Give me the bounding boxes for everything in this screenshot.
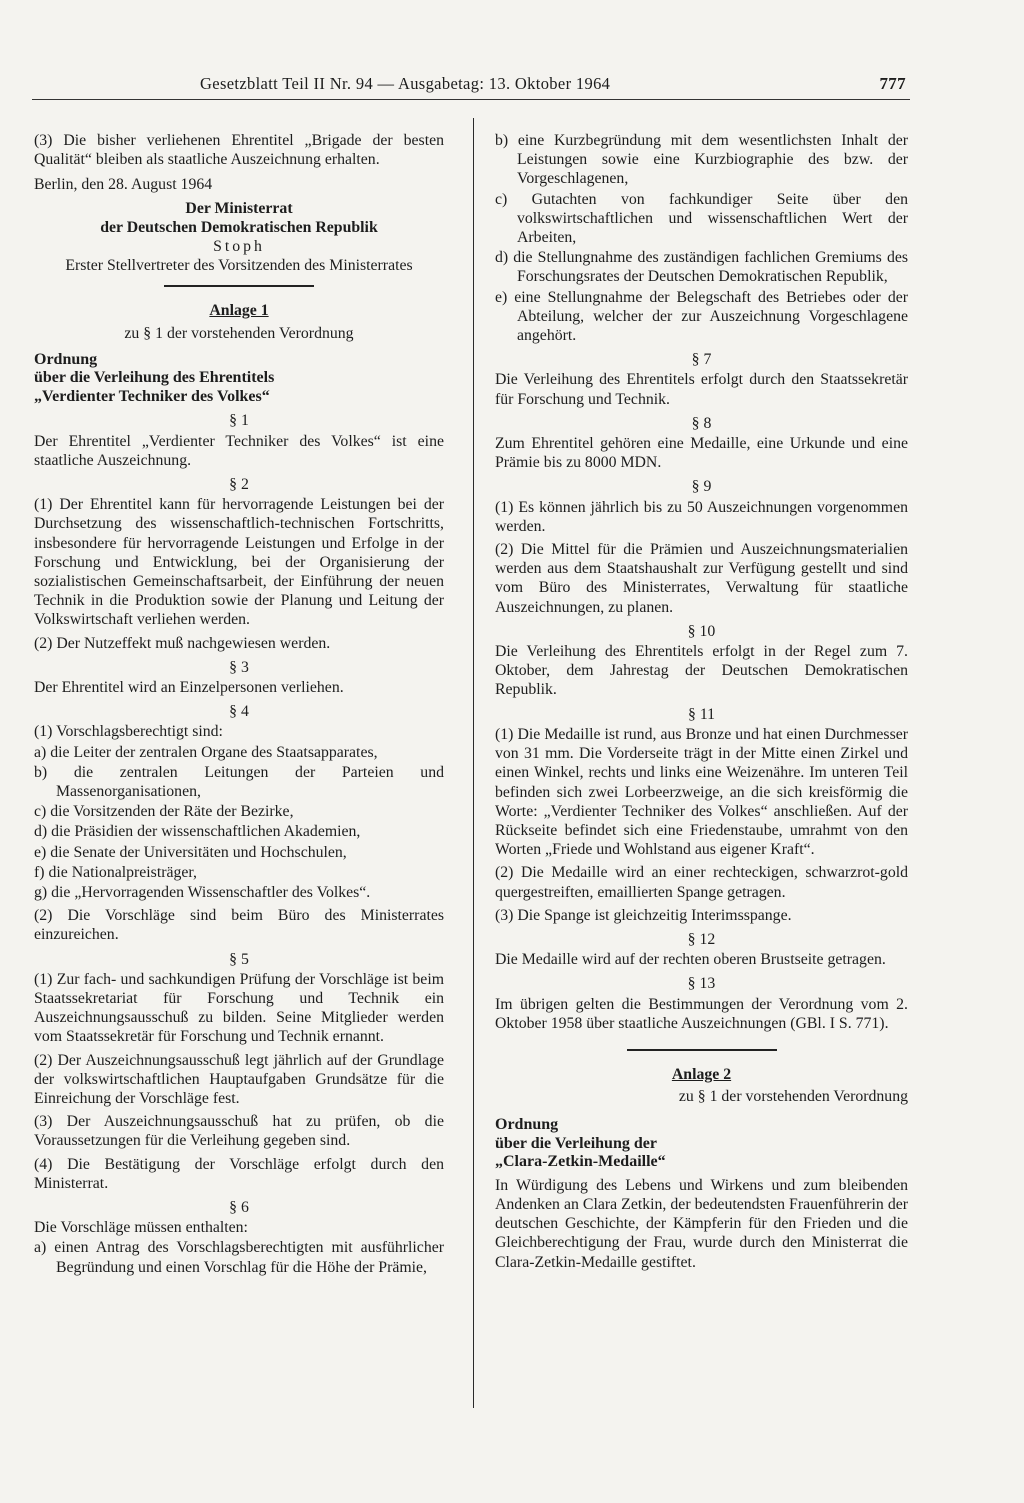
section-heading: § 9 bbox=[691, 478, 712, 496]
council-name-2: der Deutschen Demokratischen Republik bbox=[100, 218, 378, 236]
list-item: b) die zentralen Leitungen der Parteien und Massenorganisationen, bbox=[34, 763, 444, 800]
list-item: e) die Senate der Universitäten und Hochschulen, bbox=[34, 843, 347, 861]
paragraph: (2) Der Auszeichnungsausschuß legt jährlich auf der Grundlage der volkswirtschaftlichen Hauptaufgaben Grundsätze für die Einreichung der Vorschläge fest. bbox=[34, 1051, 444, 1108]
list-item: f) die Nationalpreisträger, bbox=[34, 863, 197, 881]
list-item: b) eine Kurzbegründung mit dem wesentlichsten Inhalt der Leistungen sowie eine Kurzbiographie des bzw. der Vorgeschlagenen, bbox=[495, 132, 908, 188]
right-column bbox=[495, 131, 908, 1276]
page-number: 777 bbox=[879, 74, 906, 93]
paragraph: Die Vorschläge müssen enthalten: bbox=[34, 1219, 248, 1237]
section-heading: § 4 bbox=[229, 703, 249, 721]
paragraph: (2) Die Mittel für die Prämien und Auszeichnungsmaterialien werden aus dem Staatshaushalt zur Verfügung gestellt und sind vom Büro des Ministerrates, Verwaltung für staatliche Auszeichnungen, zu planen. bbox=[495, 541, 908, 616]
section-heading: § 2 bbox=[229, 475, 249, 493]
paragraph: (4) Die Bestätigung der Vorschläge erfolgt durch den Ministerrat. bbox=[34, 1155, 444, 1192]
paragraph: (2) Die Vorschläge sind beim Büro des Ministerrates einzureichen. bbox=[34, 907, 444, 944]
council-name: Der Ministerrat bbox=[185, 199, 293, 217]
column-divider bbox=[473, 118, 474, 1408]
separator bbox=[164, 285, 314, 287]
paragraph: (3) Der Auszeichnungsausschuß hat zu prüfen, ob die Voraussetzungen für die Verleihung gegeben sind. bbox=[34, 1113, 444, 1150]
paragraph: Im übrigen gelten die Bestimmungen der Verordnung vom 2. Oktober 1958 über staatliche Auszeichnungen (GBl. I S. 771). bbox=[495, 995, 908, 1032]
paragraph: Die Medaille wird auf der rechten oberen Brustseite getragen. bbox=[495, 951, 886, 969]
paragraph: (2) Der Nutzeffekt muß nachgewiesen werden. bbox=[34, 634, 331, 652]
list-item: g) die „Hervorragenden Wissenschaftler des Volkes“. bbox=[34, 884, 371, 901]
list-item: a) die Leiter der zentralen Organe des Staatsapparates, bbox=[34, 743, 378, 761]
paragraph: Der Ehrentitel wird an Einzelpersonen verliehen. bbox=[34, 678, 344, 696]
paragraph: Der Ehrentitel „Verdienter Techniker des Volkes“ ist eine staatliche Auszeichnung. bbox=[34, 432, 444, 469]
section-heading: § 11 bbox=[687, 705, 716, 723]
paragraph: Zum Ehrentitel gehören eine Medaille, eine Urkunde und eine Prämie bis zu 8000 MDN. bbox=[495, 435, 908, 472]
section-heading: § 13 bbox=[687, 975, 716, 993]
order-title: Ordnung über die Verleihung des Ehrentitels „Verdienter Techniker des Volkes“ bbox=[34, 350, 275, 405]
section-heading: § 5 bbox=[229, 950, 249, 968]
list-item: d) die Präsidien der wissenschaftlichen Akademien, bbox=[34, 823, 361, 841]
annex-reference: zu § 1 der vorstehenden Verordnung bbox=[678, 1088, 908, 1106]
paragraph: (3) Die Spange ist gleichzeitig Interimsspange. bbox=[495, 906, 792, 924]
annex-title: Anlage 2 bbox=[671, 1065, 732, 1083]
paragraph: (2) Die Medaille wird an einer rechteckigen, schwarzrot-gold quergestreiften, emaillierten Spange getragen. bbox=[495, 864, 908, 901]
list-item: c) die Vorsitzenden der Räte der Bezirke, bbox=[34, 803, 294, 821]
paragraph: (1) Die Medaille ist rund, aus Bronze und hat einen Durchmesser von 31 mm. Die Vorderseite trägt in der Mitte einen Zirkel und einen Winkel, rechts und links eine Weizenähre. Im unteren Teil befinden sich zwei Lorbeerzweige, an die sich kreisförmig die Worte: „Verdienter Techniker des Volkes“ anschließen. Auf der Rückseite befindet sich eine Friedenstaube, umrahmt von den Worten „Friede und Wohlstand aus eigener Kraft“. bbox=[495, 725, 908, 859]
list-item: e) eine Stellungnahme der Belegschaft des Betriebes oder der Abteilung, welcher der zur Auszeichnung Vorgeschlagene angehört. bbox=[495, 288, 908, 345]
list-item: a) einen Antrag des Vorschlagsberechtigten mit ausführlicher Begründung und einen Vorschlag für die Höhe der Prämie, bbox=[34, 1239, 444, 1276]
order-title: Ordnung über die Verleihung der „Clara-Zetkin-Medaille“ bbox=[495, 1116, 666, 1171]
section-heading: § 7 bbox=[691, 351, 712, 369]
section-heading: § 6 bbox=[229, 1199, 249, 1217]
paragraph: Die Verleihung des Ehrentitels erfolgt in der Regel zum 7. Oktober, dem Jahrestag der Deutschen Demokratischen Republik. bbox=[495, 643, 908, 699]
paragraph: (1) Vorschlagsberechtigt sind: bbox=[34, 723, 223, 741]
signer-title: Erster Stellvertreter des Vorsitzenden des Ministerrates bbox=[65, 257, 413, 275]
page-header bbox=[200, 74, 912, 94]
section-heading: § 12 bbox=[687, 930, 716, 948]
header-text: Gesetzblatt Teil II Nr. 94 — Ausgabetag: 13. Oktober 1964 bbox=[200, 74, 611, 93]
section-heading: § 3 bbox=[229, 658, 249, 676]
paragraph: (1) Der Ehrentitel kann für hervorragende Leistungen bei der Durchsetzung des wissenschaftlich-technischen Fortschritts, insbesondere für hervorragende Leistungen und Erfolge in der Forschung und Entwicklung, bei der Organisierung der sozialistischen Gemeinschaftsarbeit, der Einführung der neuen Technik in die Produktion sowie der Planung und Leitung der Volkswirtschaft verliehen werden. bbox=[34, 496, 444, 629]
signer-name: Stoph bbox=[213, 238, 265, 256]
header-rule bbox=[32, 99, 910, 100]
separator bbox=[627, 1049, 777, 1051]
list-item: c) Gutachten von fachkundiger Seite über den volkswirtschaftlichen und wissenschaftlichen Wert der Arbeiten, bbox=[495, 190, 908, 247]
paragraph: (3) Die bisher verliehenen Ehrentitel „Brigade der besten Qualität“ bleiben als staatliche Auszeichnung erhalten. bbox=[34, 132, 444, 169]
date-line: Berlin, den 28. August 1964 bbox=[34, 176, 213, 194]
paragraph: (1) Zur fach- und sachkundigen Prüfung der Vorschläge ist beim Staatssekretariat für Forschung und Technik ein Auszeichnungsausschuß zu bilden. Seine Mitglieder werden vom Staatssekretär für Forschung und Technik ernannt. bbox=[34, 970, 444, 1046]
paragraph: Die Verleihung des Ehrentitels erfolgt durch den Staatssekretär für Forschung und Technik. bbox=[495, 371, 908, 408]
left-column bbox=[34, 131, 444, 1278]
paragraph: In Würdigung des Lebens und Wirkens und zum bleibenden Andenken an Clara Zetkin, der bedeutendsten Frauenführerin der deutschen Geschichte, der Kämpferin für den Frieden und die Gleichberechtigung der Frau, wurde durch den Ministerrat die Clara-Zetkin-Medaille gestiftet. bbox=[495, 1176, 908, 1271]
section-heading: § 10 bbox=[687, 622, 716, 640]
section-heading: § 8 bbox=[691, 414, 712, 432]
annex-title: Anlage 1 bbox=[209, 302, 269, 320]
section-heading: § 1 bbox=[229, 412, 249, 430]
list-item: d) die Stellungnahme des zuständigen fachlichen Gremiums des Forschungsrates der Deutschen Demokratischen Republik, bbox=[495, 249, 908, 286]
paragraph: (1) Es können jährlich bis zu 50 Auszeichnungen vorgenommen werden. bbox=[495, 498, 908, 535]
annex-reference: zu § 1 der vorstehenden Verordnung bbox=[124, 324, 354, 342]
